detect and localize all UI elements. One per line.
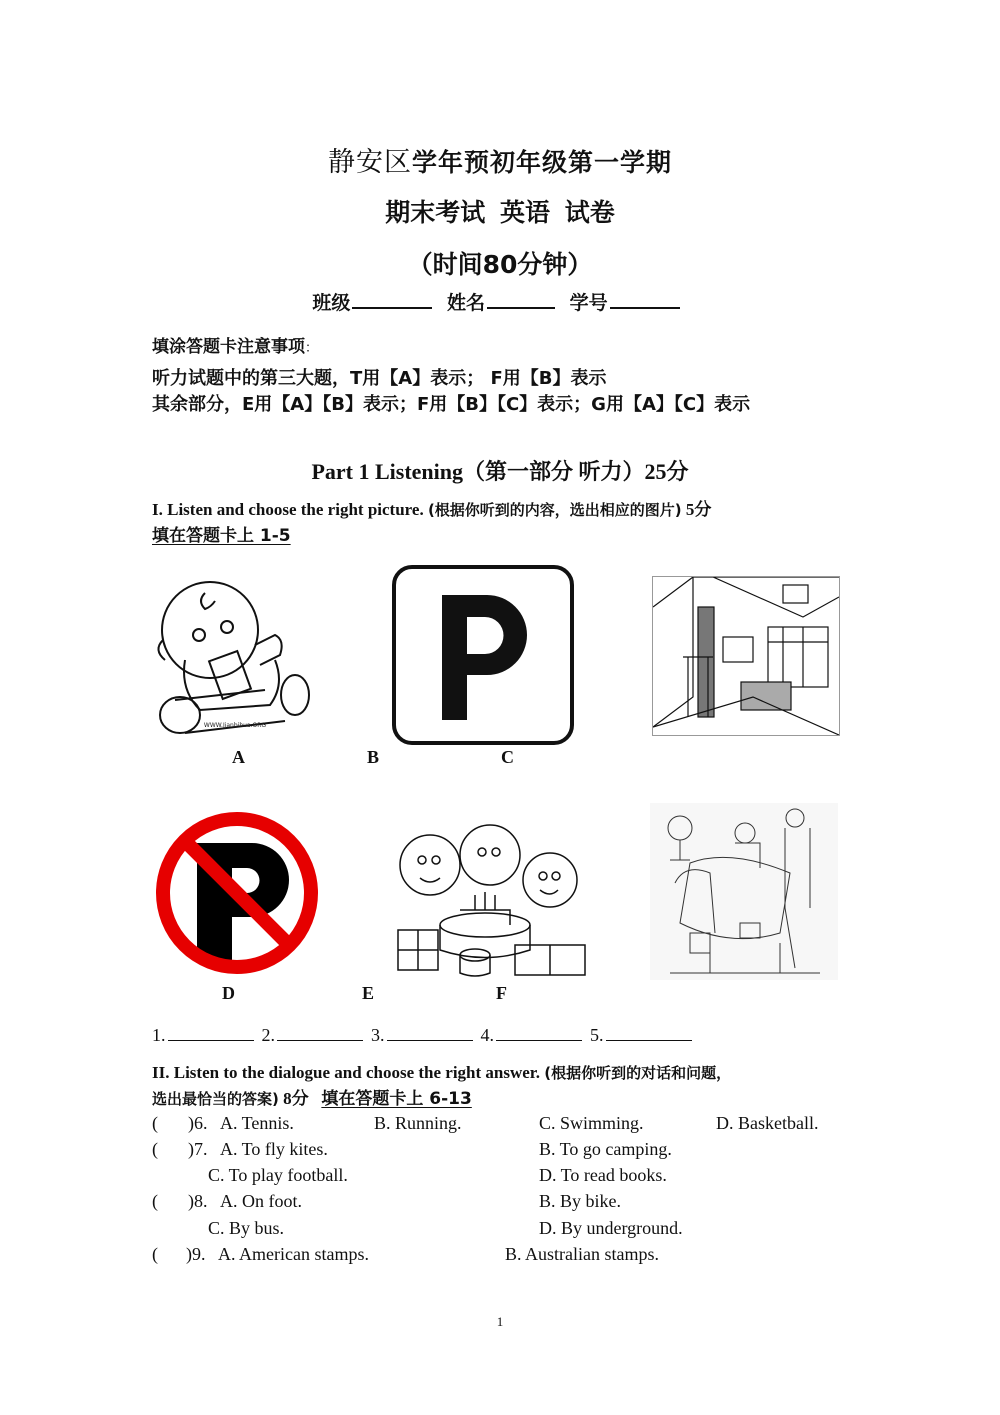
answer-4-blank[interactable] xyxy=(496,1022,582,1041)
picture-c-living-room xyxy=(652,576,840,736)
q8-option-a: A. On foot. xyxy=(220,1191,302,1211)
section2-points: 8分 xyxy=(283,1089,309,1108)
picture-e-label: E xyxy=(362,983,375,1003)
part1-title: Part 1 Listening（第一部分 听力）25分 xyxy=(311,459,689,484)
name-label: 姓名 xyxy=(446,292,485,314)
q9-paren-open: ( xyxy=(152,1244,158,1264)
picture-c-label: C xyxy=(501,747,514,767)
living-room-illustration-icon xyxy=(653,577,839,735)
student-id-blank[interactable] xyxy=(610,289,680,309)
q7-option-c: C. To play football. xyxy=(208,1165,348,1185)
q6-paren-open: ( xyxy=(152,1113,158,1133)
section2-title-cn-1: (根据你听到的对话和问题， xyxy=(544,1064,732,1082)
section2-title-cn-2: 选出最恰当的答案) xyxy=(152,1090,279,1108)
q7-option-a: A. To fly kites. xyxy=(220,1139,328,1159)
name-blank[interactable] xyxy=(487,289,555,309)
notes-heading-text: 填涂答题卡注意事项 xyxy=(152,337,305,357)
svg-text:WWW.Jianbihua.ORG: WWW.Jianbihua.ORG xyxy=(203,722,267,729)
class-label: 班级 xyxy=(312,292,351,314)
page-number: 1 xyxy=(496,1314,504,1329)
section2-title xyxy=(152,1060,862,1112)
answer-5-label: 5. xyxy=(590,1025,604,1045)
section1-answer-card: 填在答题卡上 1-5 xyxy=(152,526,291,546)
picture-d-no-parking-sign xyxy=(152,808,322,978)
student-id-label: 学号 xyxy=(569,292,608,314)
answer-4-label: 4. xyxy=(480,1025,494,1045)
q8-option-d: D. By underground. xyxy=(539,1218,683,1238)
title-term: 学年预初年级第一学期 xyxy=(411,148,672,177)
q6-option-a: A. Tennis. xyxy=(220,1113,294,1133)
exam-subtitle: 期末考试 英语 试卷 xyxy=(385,198,615,227)
exam-title xyxy=(0,140,1000,179)
picture-b-parking-sign xyxy=(392,565,574,745)
title-district: 静安区 xyxy=(327,147,412,177)
picture-f-hospital-scene xyxy=(650,803,838,980)
q8-option-b: B. By bike. xyxy=(539,1191,622,1211)
baby-illustration-icon xyxy=(155,575,315,740)
q6-option-b: B. Running. xyxy=(374,1113,462,1133)
q9-option-a: A. American stamps. xyxy=(218,1244,369,1264)
section1-title-en: I. Listen and choose the right picture. xyxy=(152,500,424,519)
q7-option-b: B. To go camping. xyxy=(539,1139,672,1159)
exam-time: （时间80分钟） xyxy=(407,250,593,279)
picture-a-label: A xyxy=(232,747,245,767)
notes-line-2: 其余部分，E用【A】【B】表示；F用【B】【C】表示；G用【A】【C】表示 xyxy=(152,394,751,415)
student-info-fields xyxy=(0,288,1000,315)
notes-line-1: 听力试题中的第三大题，T用【A】表示； F用【B】表示 xyxy=(152,368,607,389)
q8-number: )8. xyxy=(188,1191,208,1211)
section1-title xyxy=(152,497,862,549)
answer-2-label: 2. xyxy=(261,1025,275,1045)
picture-d-label: D xyxy=(222,983,235,1003)
hospital-illustration-icon xyxy=(650,803,838,980)
picture-a-baby xyxy=(155,575,315,740)
class-blank[interactable] xyxy=(352,289,432,309)
answer-3-blank[interactable] xyxy=(387,1022,473,1041)
q6-number: )6. xyxy=(188,1113,208,1133)
birthday-party-illustration-icon xyxy=(390,810,590,980)
section1-answer-blanks xyxy=(152,1022,700,1046)
q9-option-b: B. Australian stamps. xyxy=(505,1244,659,1264)
picture-b-label: B xyxy=(367,747,380,767)
section1-points: 5分 xyxy=(685,500,712,519)
no-parking-sign-icon xyxy=(152,808,322,978)
answer-1-blank[interactable] xyxy=(168,1022,254,1041)
answer-3-label: 3. xyxy=(371,1025,385,1045)
answer-card-notes-heading xyxy=(152,332,318,357)
picture-f-label: F xyxy=(496,983,507,1003)
q7-number: )7. xyxy=(188,1139,208,1159)
section1-title-cn: (根据你听到的内容，选出相应的图片) xyxy=(427,501,682,519)
section2-title-en: II. Listen to the dialogue and choose the right answer. xyxy=(152,1063,541,1082)
q8-paren-open: ( xyxy=(152,1191,158,1211)
parking-sign-icon xyxy=(392,565,574,745)
q7-option-d: D. To read books. xyxy=(539,1165,667,1185)
section2-answer-card: 填在答题卡上 6-13 xyxy=(321,1089,472,1109)
picture-e-birthday-party xyxy=(390,810,590,980)
q7-paren-open: ( xyxy=(152,1139,158,1159)
answer-1-label: 1. xyxy=(152,1025,166,1045)
answer-5-blank[interactable] xyxy=(606,1022,692,1041)
q6-option-c: C. Swimming. xyxy=(539,1113,644,1133)
q9-number: )9. xyxy=(186,1244,206,1264)
notes-heading-colon: ： xyxy=(305,341,319,356)
q8-option-c: C. By bus. xyxy=(208,1218,285,1238)
answer-2-blank[interactable] xyxy=(277,1022,363,1041)
q6-option-d: D. Basketball. xyxy=(716,1113,819,1133)
